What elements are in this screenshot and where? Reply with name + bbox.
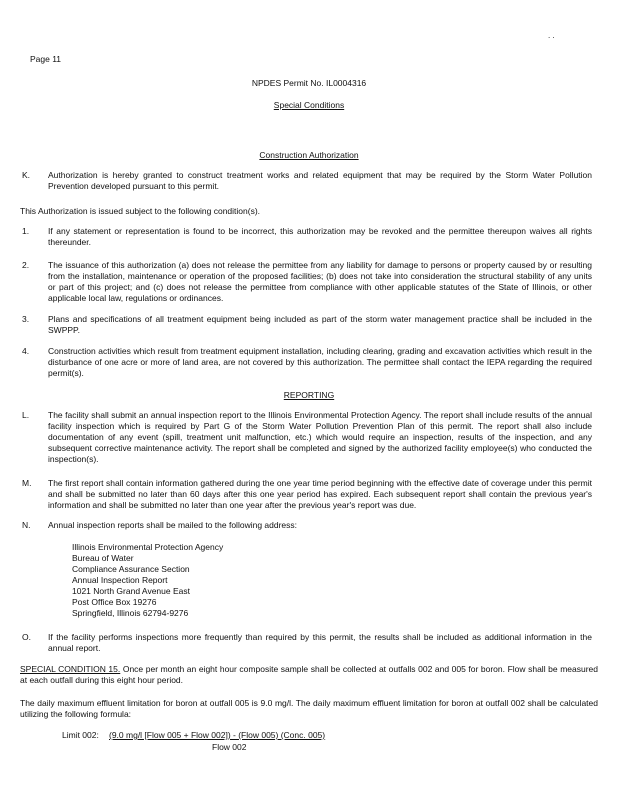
reporting-heading: REPORTING [283, 390, 335, 400]
condition-label: N. [22, 520, 31, 530]
condition-l [22, 410, 592, 465]
special-condition-15-text: Once per month an eight hour composite sample shall be collected at outfalls 002 and 005 for boron. Flow shall be measured at each outfall during this eight hour period. [20, 664, 598, 685]
mailing-address [72, 542, 223, 619]
condition-text: The facility shall submit an annual inspection report to the Illinois Environmental Protection Agency. The report shall include results of the annual facility inspection which is required by Part G of the Storm Water Pollution Prevention Plan of this permit. The report shall also include documentation of any event (spill, treatment unit malfunction, etc.) which would require an inspection, results of the inspection, and any subsequent corrective maintenance activity. The report shall be completed and signed by the authorized facility employee(s) who conducted the inspection(s). [48, 410, 592, 464]
address-line: Springfield, Illinois 62794-9276 [72, 608, 189, 618]
condition-k-text: Authorization is hereby granted to construct treatment works and related equipment that may be required by the Storm Water Pollution Prevention developed pursuant to this permit. [48, 170, 592, 191]
construction-authorization-heading: Construction Authorization [259, 150, 359, 160]
authorization-item-1 [22, 226, 592, 248]
special-condition-15-label: SPECIAL CONDITION 15. [20, 664, 121, 674]
corner-mark: . . [548, 31, 555, 40]
address-line: Compliance Assurance Section [72, 564, 190, 574]
item-text: Plans and specifications of all treatment equipment being included as part of the storm water management practice shall be included in the SWPPP. [48, 314, 592, 335]
authorization-item-2 [22, 260, 592, 304]
condition-m [22, 478, 592, 511]
condition-label: O. [22, 632, 31, 642]
daily-maximum-text: The daily maximum effluent limitation for boron at outfall 005 is 9.0 mg/l. The daily maximum effluent limitation for boron at outfall 002 shall be calculated utilizing the following formula: [20, 698, 598, 719]
formula-label: Limit 002: [62, 730, 99, 740]
address-line: Illinois Environmental Protection Agency [72, 542, 224, 552]
page-number: Page 11 [30, 54, 62, 64]
condition-k-label: K. [22, 170, 31, 180]
authorization-subject-text: This Authorization is issued subject to the following condition(s). [20, 206, 261, 216]
address-line: 1021 North Grand Avenue East [72, 586, 190, 596]
condition-label: L. [22, 410, 30, 420]
permit-number: NPDES Permit No. IL0004316 [251, 78, 367, 88]
item-number: 3. [22, 314, 30, 324]
condition-n [22, 520, 592, 531]
condition-text: If the facility performs inspections more frequently than required by this permit, the results shall be included as additional information in the annual report. [48, 632, 592, 653]
condition-text: The first report shall contain information gathered during the one year time period beginning with the effective date of coverage under this permit and shall be submitted no later than 60 days after this one year period has expired. Each subsequent report shall contain the previous year's information and shall be submitted no later than one year after the previous year's report was due. [48, 478, 592, 510]
item-text: The issuance of this authorization (a) does not release the permittee from any liability for damage to persons or property caused by or resulting from the installation, maintenance or operation of the proposed facilities; (b) does not take into consideration the structural stability of any units or part of this project; and (c) does not release the permittee from compliance with other applicable statutes of the State of Illinois, or other applicable local law, regulations or ordinances. [48, 260, 592, 303]
item-number: 4. [22, 346, 30, 356]
formula-denominator: Flow 002 [212, 742, 247, 752]
item-number: 2. [22, 260, 30, 270]
authorization-item-3 [22, 314, 592, 336]
special-condition-15 [20, 664, 598, 686]
authorization-item-4 [22, 346, 592, 379]
condition-o [22, 632, 592, 654]
condition-k [22, 170, 592, 192]
condition-text: Annual inspection reports shall be mailed to the following address: [48, 520, 298, 530]
item-number: 1. [22, 226, 30, 236]
item-text: Construction activities which result from treatment equipment installation, including clearing, grading and excavation activities which result in the disturbance of one acre or more of land area, are not covered by this authorization. The permittee shall contact the IEPA regarding the required permit(s). [48, 346, 592, 378]
condition-label: M. [22, 478, 32, 488]
special-conditions-title: Special Conditions [273, 100, 345, 110]
address-line: Bureau of Water [72, 553, 134, 563]
address-line: Post Office Box 19276 [72, 597, 157, 607]
boron-limit-formula [62, 730, 326, 752]
formula-numerator: (9.0 mg/l [Flow 005 + Flow 002]) - (Flow 005) (Conc. 005) [109, 730, 326, 740]
address-line: Annual Inspection Report [72, 575, 168, 585]
item-text: If any statement or representation is found to be incorrect, this authorization may be revoked and the permittee thereupon waives all rights thereunder. [48, 226, 592, 247]
